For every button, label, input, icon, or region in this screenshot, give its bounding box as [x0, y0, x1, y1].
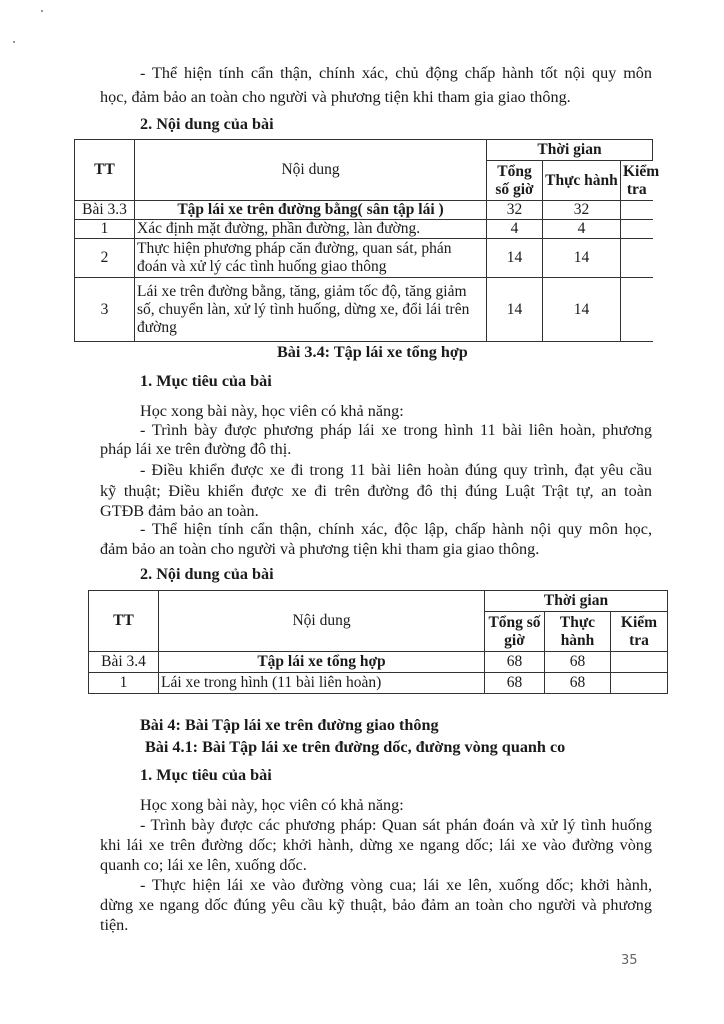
cell-total: 68	[485, 673, 545, 694]
header-time: Thời gian	[487, 140, 653, 161]
paragraph-line: đảm bảo an toàn cho người và phương tiện khi tham gia giao thông.	[100, 540, 540, 558]
cell-content: Xác định mặt đường, phần đường, làn đường.	[135, 220, 487, 239]
paragraph-line: pháp lái xe trên đường đô thị.	[100, 440, 292, 458]
paragraph-line: GTĐB đảm bảo an toàn.	[100, 502, 259, 520]
table-row	[89, 652, 668, 673]
table-row	[75, 278, 653, 342]
section-heading: 2. Nội dung của bài	[140, 565, 274, 583]
paragraph-line: - Điều khiển được xe đi trong 11 bài liên hoàn đúng quy trình, đạt yêu cầu	[140, 461, 652, 479]
cell-total: 14	[487, 239, 543, 278]
cell-test	[621, 220, 653, 239]
paragraph-line: khi lái xe trên đường dốc; khởi hành, dừng xe ngang dốc; lái xe vào đường vòng	[100, 836, 652, 854]
paragraph-line: học, đảm bảo an toàn cho người và phương tiện khi tham gia giao thông.	[100, 88, 571, 106]
cell-content: Thực hiện phương pháp căn đường, quan sát, phán đoán và xử lý các tình huống giao thông	[135, 239, 487, 278]
lesson-3-3-table	[74, 139, 660, 342]
cell-tt: 1	[89, 673, 159, 694]
lesson-3-4-table	[88, 590, 668, 694]
section-heading: 1. Mục tiêu của bài	[140, 766, 272, 784]
cell-total: 4	[487, 220, 543, 239]
table-row	[89, 673, 668, 694]
cell-test	[611, 652, 668, 673]
table-row	[75, 239, 653, 278]
header-time: Thời gian	[485, 591, 668, 612]
paragraph-line: - Trình bày được các phương pháp: Quan sát phán đoán và xử lý tình huống	[140, 816, 652, 834]
cell-test	[621, 278, 653, 342]
cell-total: 32	[487, 201, 543, 220]
cell-practice: 14	[543, 239, 621, 278]
paragraph-line: Học xong bài này, học viên có khả năng:	[140, 796, 404, 814]
cell-practice: 14	[543, 278, 621, 342]
cell-content: Lái xe trong hình (11 bài liên hoàn)	[159, 673, 485, 694]
cell-practice: 32	[543, 201, 621, 220]
header-content: Nội dung	[135, 140, 487, 201]
paragraph-line: - Thể hiện tính cẩn thận, chính xác, độc lập, chấp hành nội quy môn học,	[140, 520, 652, 538]
paragraph-line: - Thể hiện tính cẩn thận, chính xác, chủ động chấp hành tốt nội quy môn	[140, 64, 652, 82]
table-row	[75, 220, 653, 239]
cell-test	[611, 673, 668, 694]
cell-tt: 1	[75, 220, 135, 239]
cell-tt: 2	[75, 239, 135, 278]
header-tt: TT	[75, 140, 135, 201]
paragraph-line: Học xong bài này, học viên có khả năng:	[140, 402, 404, 420]
paragraph-line: quanh co; lái xe lên, xuống dốc.	[100, 856, 307, 874]
cell-total: 68	[485, 652, 545, 673]
header-test: Kiểm tra	[611, 612, 668, 652]
cell-test	[621, 239, 653, 278]
header-practice: Thực hành	[543, 161, 621, 201]
cell-tt: Bài 3.4	[89, 652, 159, 673]
scan-speck	[41, 10, 43, 12]
cell-content: Tập lái xe tổng hợp	[159, 652, 485, 673]
header-tt: TT	[89, 591, 159, 652]
header-total-hours: Tổng số giờ	[485, 612, 545, 652]
page-number: 35	[621, 953, 638, 968]
cell-content: Lái xe trên đường bằng, tăng, giảm tốc độ, tăng giảm số, chuyển làn, xử lý tình huống, dừng xe, đổi lái trên đường	[135, 278, 487, 342]
paragraph-line: tiện.	[100, 916, 129, 934]
lesson-title: Bài 4: Bài Tập lái xe trên đường giao thông	[140, 716, 439, 734]
header-practice: Thực hành	[545, 612, 611, 652]
table-row	[75, 201, 653, 220]
cell-test	[621, 201, 653, 220]
cell-practice: 68	[545, 673, 611, 694]
cell-tt: Bài 3.3	[75, 201, 135, 220]
header-total-hours: Tổng số giờ	[487, 161, 543, 201]
cell-total: 14	[487, 278, 543, 342]
scan-speck	[13, 41, 15, 43]
header-test: Kiểm tra	[621, 161, 653, 201]
section-heading: 2. Nội dung của bài	[140, 115, 274, 133]
paragraph-line: dừng xe ngang dốc đúng yêu cầu kỹ thuật, bảo đảm an toàn cho người và phương	[100, 896, 652, 914]
lesson-subtitle: Bài 4.1: Bài Tập lái xe trên đường dốc, đường vòng quanh co	[145, 738, 566, 756]
cell-content: Tập lái xe trên đường bằng( sân tập lái )	[135, 201, 487, 220]
cell-tt: 3	[75, 278, 135, 342]
cell-practice: 4	[543, 220, 621, 239]
paragraph-line: kỹ thuật; Điều khiển được xe đi trên đường đô thị đúng Luật Trật tự, an toàn	[100, 482, 652, 500]
paragraph-line: - Thực hiện lái xe vào đường vòng cua; lái xe lên, xuống dốc; khởi hành,	[140, 876, 652, 894]
paragraph-line: - Trình bày được phương pháp lái xe trong hình 11 bài liên hoàn, phương	[140, 421, 652, 439]
cell-practice: 68	[545, 652, 611, 673]
section-heading: 1. Mục tiêu của bài	[140, 372, 272, 390]
lesson-title: Bài 3.4: Tập lái xe tổng hợp	[277, 343, 468, 361]
header-content: Nội dung	[159, 591, 485, 652]
